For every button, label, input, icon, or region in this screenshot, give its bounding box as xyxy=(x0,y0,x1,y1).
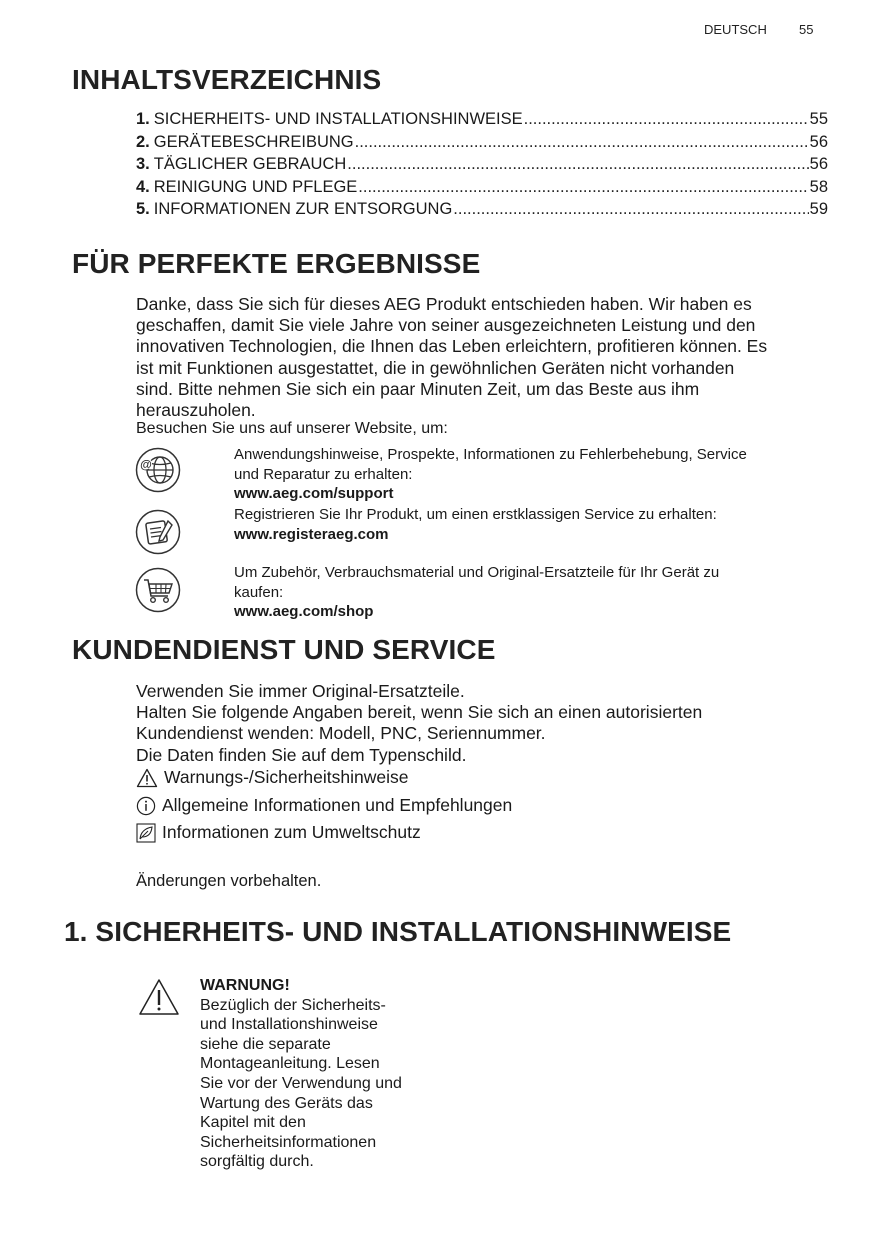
legend-info xyxy=(136,795,512,816)
register-icon xyxy=(135,509,181,555)
paragraph-line: herauszuholen. xyxy=(136,400,256,421)
svg-text:@: @ xyxy=(140,457,152,472)
legend-warning xyxy=(136,767,408,788)
toc-item-page: 58 xyxy=(809,178,828,196)
legend-warning-text: Warnungs-/Sicherheitshinweise xyxy=(164,767,409,787)
toc-leader-dots xyxy=(355,133,809,152)
toc-item-1[interactable] xyxy=(136,110,828,132)
register-url[interactable]: www.registeraeg.com xyxy=(234,525,389,543)
toc-item-label: SICHERHEITS- UND INSTALLATIONSHINWEISE xyxy=(153,110,523,128)
globe-at-icon xyxy=(135,447,181,493)
shop-text-cont: kaufen: xyxy=(234,583,284,601)
toc-item-page: 55 xyxy=(809,110,828,128)
paragraph-line: Die Daten finden Sie auf dem Typenschild. xyxy=(136,744,467,765)
header-language: DEUTSCH xyxy=(704,22,767,37)
warning-line: Montageanleitung. Lesen xyxy=(200,1055,380,1073)
legend-environment xyxy=(136,822,421,843)
toc-leader-dots xyxy=(358,178,808,197)
info-icon xyxy=(136,796,156,816)
paragraph-line: Kundendienst wenden: Modell, PNC, Seriennummer. xyxy=(136,723,546,744)
paragraph-line: Halten Sie folgende Angaben bereit, wenn Sie sich an einen autorisierten xyxy=(136,702,703,723)
toc-item-label: GERÄTEBESCHREIBUNG xyxy=(153,133,354,151)
toc-leader-dots xyxy=(453,200,808,219)
toc-item-num: 3. xyxy=(136,155,150,173)
toc-item-page: 56 xyxy=(809,133,828,151)
toc-title: INHALTSVERZEICHNIS xyxy=(72,64,382,95)
support-link-block xyxy=(234,445,824,504)
toc-leader-dots xyxy=(524,110,809,129)
support-text: Anwendungshinweise, Prospekte, Informationen zu Fehlerbehebung, Service xyxy=(234,446,747,463)
paragraph-line: Danke, dass Sie sich für dieses AEG Produkt entschieden haben. Wir haben es xyxy=(136,294,752,314)
toc-item-label: TÄGLICHER GEBRAUCH xyxy=(153,155,347,173)
toc-item-num: 2. xyxy=(136,133,150,151)
toc-item-num: 1. xyxy=(136,110,150,128)
warning-line: siehe die separate xyxy=(200,1035,331,1053)
warning-block xyxy=(200,976,460,1172)
visit-website-text: Besuchen Sie uns auf unserer Website, um: xyxy=(136,420,448,437)
perfect-results-title: FÜR PERFEKTE ERGEBNISSE xyxy=(72,248,481,279)
warning-heading: WARNUNG! xyxy=(200,977,290,994)
warning-line: sorgfältig durch. xyxy=(200,1153,314,1171)
toc-item-num: 5. xyxy=(136,200,150,218)
toc-item-5[interactable] xyxy=(136,200,828,222)
customer-service-title: KUNDENDIENST UND SERVICE xyxy=(72,634,496,665)
toc-item-label: REINIGUNG UND PFLEGE xyxy=(153,178,358,196)
paragraph-line: sind. Bitte nehmen Sie sich ein paar Minuten Zeit, um das Beste aus ihm xyxy=(136,378,700,399)
warning-line: Sie vor der Verwendung und xyxy=(200,1074,402,1092)
toc-item-num: 4. xyxy=(136,178,150,196)
paragraph-line: innovativen Technologien, die Ihnen das Leben erleichtern, profitieren können. Es xyxy=(136,336,768,357)
toc-item-page: 56 xyxy=(809,155,828,173)
shop-link-block xyxy=(234,563,824,622)
support-text-cont: und Reparatur zu erhalten: xyxy=(234,465,413,483)
warning-line: Bezüglich der Sicherheits- xyxy=(200,996,386,1014)
toc-item-2[interactable] xyxy=(136,133,828,155)
warning-line: Wartung des Geräts das xyxy=(200,1094,373,1112)
paragraph-line: geschaffen, damit Sie viele Jahre von seiner ausgezeichneten Leistung und den xyxy=(136,315,756,336)
warning-line: Sicherheitsinformationen xyxy=(200,1133,377,1151)
warning-icon xyxy=(136,768,158,788)
toc-item-page: 59 xyxy=(809,200,828,218)
perfect-results-paragraph xyxy=(136,294,836,421)
safety-section-title: 1. SICHERHEITS- UND INSTALLATIONSHINWEISE xyxy=(64,916,732,947)
customer-service-paragraph xyxy=(136,681,836,766)
support-url[interactable]: www.aeg.com/support xyxy=(234,485,394,502)
shop-url[interactable]: www.aeg.com/shop xyxy=(234,603,374,620)
warning-line: Kapitel mit den xyxy=(200,1114,306,1132)
toc-item-label: INFORMATIONEN ZUR ENTSORGUNG xyxy=(153,200,453,218)
paragraph-line: Verwenden Sie immer Original-Ersatzteile. xyxy=(136,681,465,701)
leaf-icon xyxy=(136,823,156,843)
warning-line: und Installationshinweise xyxy=(200,1016,378,1034)
page-number: 55 xyxy=(799,22,814,37)
register-link-block xyxy=(234,505,824,544)
toc-item-3[interactable] xyxy=(136,155,828,177)
register-text: Registrieren Sie Ihr Produkt, um einen erstklassigen Service zu erhalten: xyxy=(234,506,717,523)
legend-info-text: Allgemeine Informationen und Empfehlungen xyxy=(162,795,513,815)
paragraph-line: ist mit Funktionen ausgestattet, die in gewöhnlichen Geräten nicht vorhanden xyxy=(136,357,735,378)
shopping-cart-icon xyxy=(135,567,181,613)
toc-leader-dots xyxy=(347,155,808,174)
shop-text: Um Zubehör, Verbrauchsmaterial und Original-Ersatzteile für Ihr Gerät zu xyxy=(234,564,720,581)
legend-environment-text: Informationen zum Umweltschutz xyxy=(162,822,421,842)
toc-item-4[interactable] xyxy=(136,178,828,200)
warning-icon xyxy=(138,978,180,1016)
changes-reserved-text: Änderungen vorbehalten. xyxy=(136,872,322,890)
